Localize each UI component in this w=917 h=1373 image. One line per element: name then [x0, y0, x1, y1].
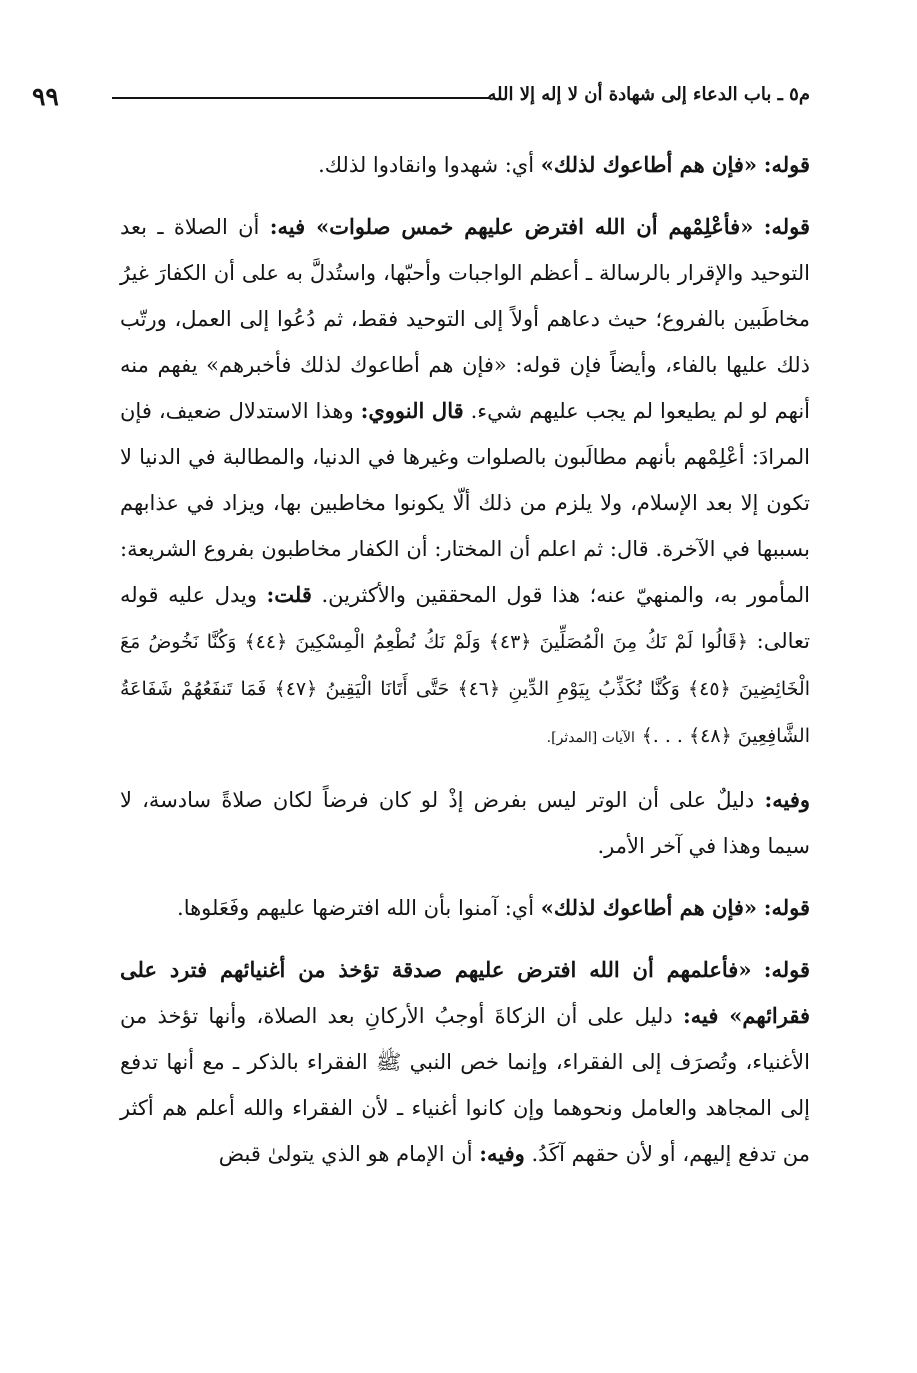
- chapter-title: م٥ ـ باب الدعاء إلى شهادة أن لا إله إلا الله: [487, 84, 810, 105]
- paragraph-text: ويدل عليه قوله تعالى:: [120, 583, 810, 653]
- hadith-quote: «فأعْلِمْهم أن الله افترض عليهم خمس صلوات» فيه:: [269, 214, 754, 239]
- paragraph-text: وهذا الاستدلال ضعيف، فإن المرادَ: أعْلِمْهم بأنهم مطالَبون بالصلوات وغيرها في الدنيا، والمطالبة في الدنيا لا تكون إلا بعد الإسلام، ولا يلزم من ذلك ألّا يكونوا مخاطبين بها، ويزاد في عذابهم بسببها في الآخرة. قال: ثم اعلم أن المختار: أن الكفار مخاطبون بفروع الشريعة: المأمور به، والمنهيّ عنه؛ هذا قول المحققين والأكثرين.: [120, 399, 810, 607]
- paragraph-4: [120, 885, 810, 931]
- quran-verses: ﴿قَالُوا لَمْ نَكُ مِنَ الْمُصَلِّينَ ﴿٤٣﴾ وَلَمْ نَكُ نُطْعِمُ الْمِسْكِينَ ﴿٤٤﴾ وَكُنَّا نَخُوضُ مَعَ الْخَائِضِينَ ﴿٤٥﴾ وَكُنَّا نُكَذِّبُ بِيَوْمِ الدِّينِ ﴿٤٦﴾ حَتَّى أَتَانَا الْيَقِينُ ﴿٤٧﴾ فَمَا تَنفَعُهُمْ شَفَاعَةُ الشَّافِعِينَ ﴿٤٨﴾ . . .﴾: [120, 631, 810, 747]
- lead-label: قوله:: [763, 214, 810, 239]
- lead-label: وفيه:: [479, 1141, 525, 1166]
- hadith-quote: «فإن هم أطاعوك لذلك»: [540, 895, 758, 920]
- paragraph-5: [120, 947, 810, 1177]
- lead-label: قوله:: [763, 895, 810, 920]
- paragraph-1: [120, 142, 810, 188]
- lead-label: قوله:: [763, 957, 810, 982]
- paragraph-text: دليلٌ على أن الوتر ليس بفرض إذْ لو كان فرضاً لكان صلاةً سادسة، لا سيما وهذا في آخر الأمر.: [120, 788, 810, 858]
- paragraph-text: دليل على أن الزكاةَ أوجبُ الأركانِ بعد الصلاة، وأنها تؤخذ من الأغنياء، وتُصرَف إلى الفقراء، وإنما خص النبي ﷺ الفقراء بالذكر ـ مع أنها تدفع إلى المجاهد والعامل ونحوهما وإن كانوا أغنياء ـ لأن الفقراء والله أعلم هم أكثر من تدفع إليهم، أو لأن حقهم آكَدُ.: [120, 1004, 810, 1166]
- qultu-label: قلت:: [266, 582, 312, 607]
- paragraph-text: أي: آمنوا بأن الله افترضها عليهم وفَعَلوها.: [177, 896, 535, 920]
- header-rule: [112, 97, 490, 99]
- paragraph-text: أي: شهدوا وانقادوا لذلك.: [318, 153, 535, 177]
- paragraph-2: [120, 204, 810, 761]
- verse-citation: الآيات [المدثر].: [546, 730, 635, 746]
- page-body: [120, 142, 810, 1177]
- hadith-quote: «فأعلمهم أن الله افترض عليهم صدقة تؤخذ من أغنيائهم فترد على فقرائهم» فيه:: [120, 957, 811, 1028]
- nawawi-label: قال النووي:: [360, 398, 464, 423]
- hadith-quote: «فإن هم أطاعوك لذلك»: [540, 152, 758, 177]
- paragraph-3: [120, 777, 810, 869]
- page-header: [32, 80, 810, 116]
- paragraph-text: أن الإمام هو الذي يتولىٰ قبض: [218, 1142, 473, 1166]
- page-number: ٩٩: [32, 82, 59, 111]
- lead-label: قوله:: [763, 152, 810, 177]
- paragraph-text: أن الصلاة ـ بعد التوحيد والإقرار بالرسالة ـ أعظم الواجبات وأحبّها، واستُدلَّ به على أن الكفارَ غيرُ مخاطَبين بالفروع؛ حيث دعاهم أولاً إلى التوحيد فقط، ثم دُعُوا إلى العمل، ورتّب ذلك عليها بالفاء، وأيضاً فإن قوله: «فإن هم أطاعوك لذلك فأخبرهم» يفهم منه أنهم لو لم يطيعوا لم يجب عليهم شيء.: [120, 215, 810, 423]
- lead-label: وفيه:: [764, 787, 810, 812]
